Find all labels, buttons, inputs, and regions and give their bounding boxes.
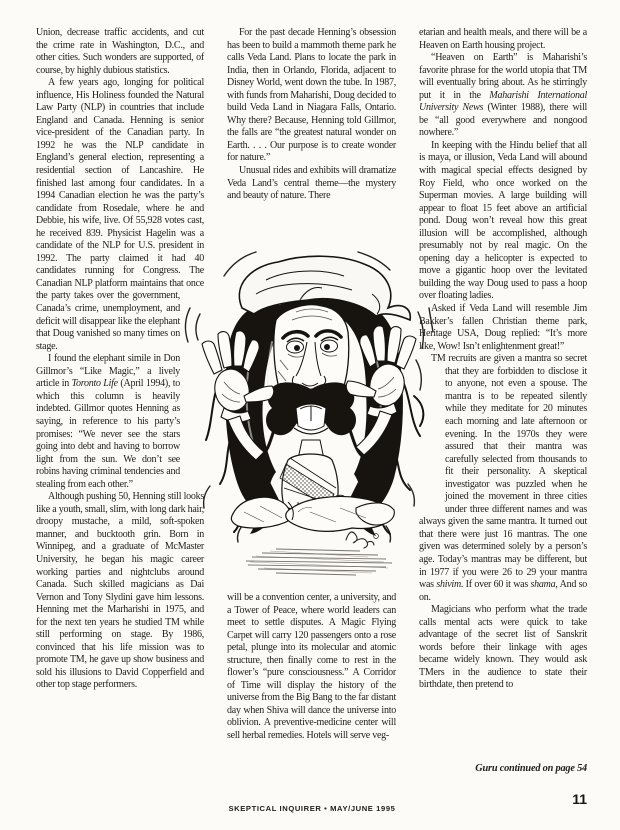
paragraph: For the past decade Henning’s obsession has been to build a mammoth theme park he calls Veda Land. Plans to locate the park in India, then in Orlando, Florida, adjacent to Disney World, went down the tube. In 1987, with funds from Maharishi, Doug decided to build Veda Land in Niagara Falls, Ontario. Why there? Because, Henning told Gillmor, the falls are “the greatest natural wonder on Earth. . . . Our purpose is to create wonder for nature.”: [227, 27, 396, 164]
paragraph: Although pushing 50, Henning still looks like a youth, small, slim, with long dark hair, droopy mustache, a mild, soft-spoken manner, and bucktooth grin. Born in Winnipeg, and a graduate of McMaster University, he began his magic career working parties and nightclubs around Canada. Such skilled magicians as Dai Vernon and Tony Slydini gave him lessons. Henning met the Marharishi in 1975, and for the next ten years he studied TM while still performing on stage. By 1986, convinced that his life mission was to promote TM, he gave up show business and sold his illusions to David Copperfield and other top stage performers.: [36, 491, 204, 691]
paragraph: will be a convention center, a university, and a Tower of Peace, where world leaders can meet to settle disputes. A Magic Flying Carpet will carry 120 passengers onto a rose petal, plunge into its molecular and atomic structure, then finally come to rest in the flower’s “pure consciousness.” A Corridor of Time will display the history of the universe from the Big Bang to the far distant day when Shiva will dance the universe into oblivion. A preventive-medicine center will sell herbal remedies. Hotels will serve veg-: [227, 592, 396, 742]
floor-shadow: [246, 549, 392, 575]
paragraph: In keeping with the Hindu belief that all is maya, or illusion, Veda Land will abound with magical special effects designed by Roy Field, who once worked on the Superman movies. A large building will appear to float 15 feet above an artificial pond. Doug won’t reveal how this great illusion will be accomplished, although presumably not by real magic. On the opening day a helicopter is expected to move a gigantic hoop over the levitated building the way Doug used to pass a hoop over floating ladies.: [419, 139, 587, 302]
text-column-2-top: [227, 27, 396, 203]
crossed-legs: [231, 496, 394, 531]
paragraph: I found the elephant simile in Don Gillmor’s “Like Magic,” a lively article in Toronto Life (April 1994), to which this column is heavily indebted. Gillmor quotes Henning as saying, in reference to his party’s promises: “We never see the stars going into debt and having to borrow light from the sun. We don’t see robins having criminal tendencies and stealing from each other.”: [36, 353, 180, 490]
text-column-2-bottom: [227, 592, 396, 743]
text-column-1: [36, 27, 204, 692]
caricature-illustration: [180, 250, 440, 592]
continuation-notice: Guru continued on page 54: [475, 763, 587, 774]
paragraph: “Heaven on Earth” is Maharishi’s favorite phrase for the world utopia that TM will eventually bring about. As he stirringly put it in the Maharishi International University News (Winter 1988), there will be “all good everywhere and nongood nowhere.”: [419, 52, 587, 139]
journal-footer: SKEPTICAL INQUIRER • MAY/JUNE 1995: [228, 804, 396, 813]
paragraph: etarian and health meals, and there will be a Heaven on Earth housing project.: [419, 27, 587, 51]
page-number: 11: [572, 791, 587, 807]
text-column-3: [419, 27, 587, 692]
paragraph: TM recruits are given a mantra so secret that they are forbidden to disclose it to anyone, not even a spouse. The mantra is to be repeated silently while they meditate for 20 minutes each morning and late afternoon or evening. In the 1970s they were assured that their mantra was carefully selected from thousands to fit their personality. A skeptical investigator was puzzled when he joined the movement in three cities under three different names and was always given the same mantra. It turned out that there were just 16 mantras. The one given was determined solely by a person’s age. Today’s mantras may be different, but in 1977 if you were 26 to 29 your mantra was shivim. If over 60 it was shama, And so on.: [419, 353, 587, 603]
paragraph: A few years ago, longing for political influence, His Holiness founded the Natural Law Party (NLP) in countries that include England and Canada. Henning is senior vice-president of the Canadian party. In 1992 he was the NLP candidate in England’s general election, representing a residential section of Lancashire. He finished last among four candidates. In a 1994 Canadian election he was the party’s candidate from Rosedale, where he and Debbie, his wife, live. Of 55,928 votes cast, he received 839. Physicist Hagelin was a candidate of the NLP for U.S. president in 1992. The party claimed it had 40 candidates running for Congress. The Canadian NLP platform maintains that once the party takes over the government, Canada’s crime, unemployment, and deficit will disappear like the elephant that Doug vanished so many times on stage.: [36, 77, 204, 352]
paragraph: Unusual rides and exhibits will dramatize Veda Land’s central theme—the mystery and beauty of nature. There: [227, 165, 396, 202]
paragraph: Union, decrease traffic accidents, and cut the crime rate in Washington, D.C., and other cities. Such wonders are supported, of course, by highly dubious statistics.: [36, 27, 204, 76]
paragraph: Asked if Veda Land will resemble Jim Bakker’s fallen Christian theme park, Heritage USA, Doug replied: “It’s more like, Wow! Isn’t enlightenment great!”: [419, 303, 587, 352]
paragraph: Magicians who perform what the trade calls mental acts were quick to take advantage of the secret list of Sanskrit words before their linkage with ages became widely known. They would ask TMers in the audience to state their birthdate, then pretend to: [419, 604, 587, 691]
